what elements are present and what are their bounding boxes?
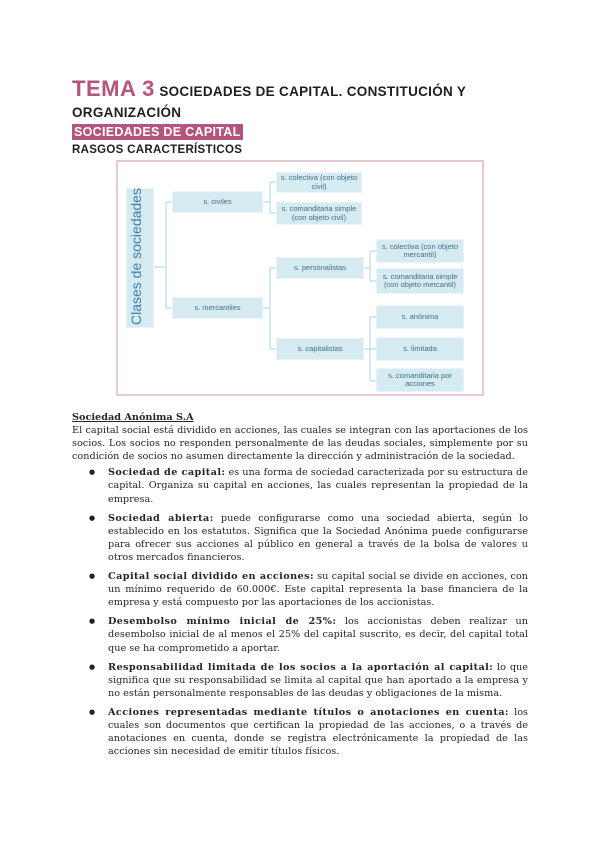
node-per-comanditaria: s. comanditaria simple (con objeto mercantil): [376, 268, 464, 294]
node-mercantiles: s. mercantiles: [172, 297, 263, 319]
item-term: Sociedad abierta:: [108, 512, 214, 524]
list-item: [108, 570, 528, 609]
node-comanditaria-acciones: s. comanditaria por acciones: [376, 368, 464, 392]
classification-diagram: [116, 160, 484, 396]
item-text: su capital social se divide en acciones, con un mínimo requerido de 60.000€. Este capital representa la base financiera de la empresa y está compuesto por las aportaciones de los accionistas.: [108, 571, 529, 609]
sa-characteristics-list: [72, 466, 528, 758]
node-capitalistas: s. capitalistas: [276, 338, 364, 360]
page-title: [72, 78, 542, 103]
list-item: [108, 512, 528, 564]
node-civ-colectiva: s. colectiva (con objeto civil): [276, 172, 362, 193]
list-item: [108, 615, 528, 654]
sa-intro: El capital social está dividido en acciones, las cuales se integran con las aportaciones de los socios. Los socios no responden personalmente de las deudas sociales, simplemente por su condición de socios no asumen directamente la dirección y administración de la sociedad.: [72, 425, 528, 463]
sa-section: [72, 411, 528, 764]
item-text: es una forma de sociedad caracterizada por su estructura de capital. Organiza su capital en acciones, las cuales representan la propiedad de la empresa.: [108, 467, 528, 505]
node-limitada: s. limitada: [376, 337, 464, 361]
subsection-heading: RASGOS CARACTERÍSTICOS: [72, 144, 243, 156]
title-line-1: SOCIEDADES DE CAPITAL. CONSTITUCIÓN Y: [159, 84, 467, 99]
item-text: lo que significa que su responsabilidad se limita al capital que han aportado a la empresa y no están personalmente responsables de las deudas y obligaciones de la misma.: [108, 661, 528, 699]
item-term: Sociedad de capital:: [108, 467, 226, 479]
node-civ-comanditaria: s. comanditaria simple (con objeto civil): [276, 202, 362, 225]
root-label: Clases de sociedades: [128, 188, 144, 325]
tema-number: TEMA 3: [72, 76, 155, 101]
sa-heading: Sociedad Anónima S.A: [72, 412, 194, 423]
list-item: [108, 466, 528, 505]
title-line-2: ORGANIZACIÓN: [72, 105, 182, 120]
item-text: los accionistas deben realizar un desembolso inicial de al menos el 25% del capital suscrito, es decir, del capital total que se ha comprometido a aportar.: [108, 616, 528, 654]
item-term: Capital social dividido en acciones:: [108, 571, 314, 583]
item-term: Responsabilidad limitada de los socios a la aportación al capital:: [108, 661, 494, 673]
item-text: los cuales son documentos que certifican la propiedad de las acciones, o a través de anotaciones en cuenta, donde se registra electrónicamente la propiedad de las acciones sin necesidad de emitir títulos físicos.: [108, 706, 528, 758]
node-per-colectiva: s. colectiva (con objeto mercantil): [376, 239, 464, 263]
item-term: Desembolso mínimo inicial de 25%:: [108, 616, 337, 628]
node-anonima: s. anónima: [376, 305, 464, 329]
item-text: puede configurarse como una sociedad abierta, según lo establecido en los estatutos. Significa que la Sociedad Anónima puede configurarse para ofrecer sus acciones al público en general a través de la bolsa de valores u otros mercados financieros.: [108, 512, 528, 563]
list-item: [108, 661, 528, 700]
node-civiles: s. civiles: [172, 191, 263, 213]
section-heading: SOCIEDADES DE CAPITAL: [74, 125, 241, 139]
item-term: Acciones representadas mediante títulos o anotaciones en cuenta:: [108, 706, 509, 718]
node-personalistas: s. personalistas: [276, 257, 364, 279]
list-item: [108, 706, 528, 758]
root-node: [126, 188, 154, 328]
